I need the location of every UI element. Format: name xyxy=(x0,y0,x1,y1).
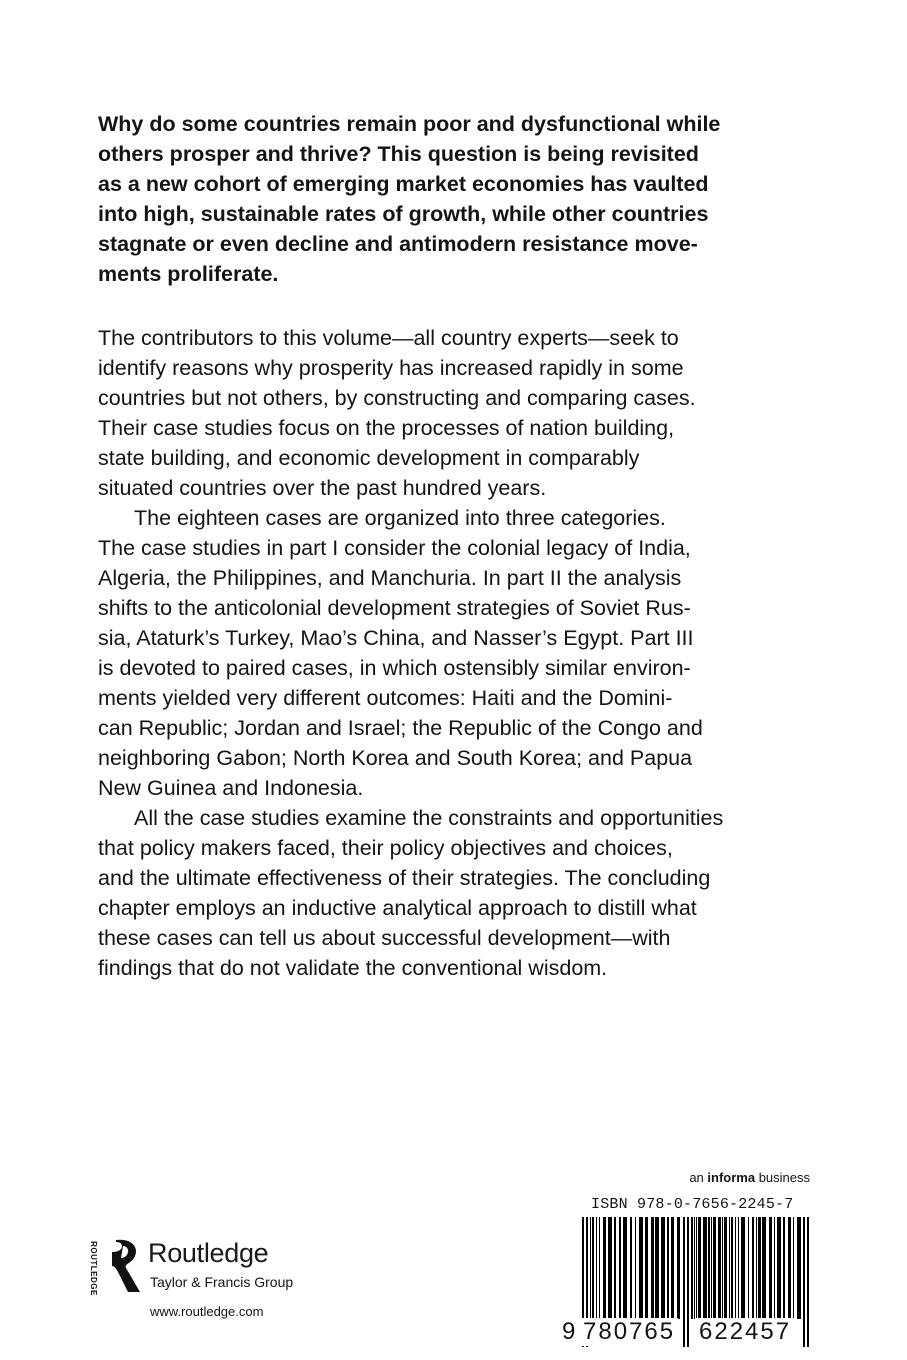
paragraph-line: is devoted to paired cases, in which ostensibly similar environ- xyxy=(98,656,691,680)
paragraph-line: Algeria, the Philippines, and Manchuria. In part II the analysis xyxy=(98,566,682,590)
blurb-line: into high, sustainable rates of growth, while other countries xyxy=(98,202,709,226)
publisher-subtitle: Taylor & Francis Group xyxy=(150,1274,294,1290)
paragraph-line: New Guinea and Indonesia. xyxy=(98,776,364,800)
paragraph-line: countries but not others, by constructing and comparing cases. xyxy=(98,386,696,410)
barcode-digit-first: 9 xyxy=(562,1318,576,1345)
paragraph-line: these cases can tell us about successful development—with xyxy=(98,926,671,950)
paragraph-line: state building, and economic development in comparably xyxy=(98,446,640,470)
paragraph-line: All the case studies examine the constraints and opportunities xyxy=(134,806,724,830)
paragraph-line: Their case studies focus on the processes of nation building, xyxy=(98,416,675,440)
blurb-text xyxy=(98,109,814,289)
paragraph-line: sia, Ataturk’s Turkey, Mao’s China, and Nasser’s Egypt. Part III xyxy=(98,626,694,650)
paragraph-line: identify reasons why prosperity has increased rapidly in some xyxy=(98,356,684,380)
publisher-website: www.routledge.com xyxy=(150,1304,264,1319)
paragraph-2 xyxy=(98,503,814,803)
paragraph-line: chapter employs an inductive analytical approach to distill what xyxy=(98,896,697,920)
routledge-logo-icon xyxy=(110,1238,144,1294)
blurb-line: others prosper and thrive? This question is being revisited xyxy=(98,142,699,166)
paragraph-3 xyxy=(98,803,814,983)
blurb-line: Why do some countries remain poor and dysfunctional while xyxy=(98,112,721,136)
paragraph-line: The eighteen cases are organized into three categories. xyxy=(134,506,666,530)
blurb-line: stagnate or even decline and antimodern resistance move- xyxy=(98,232,698,256)
barcode-digit-group: 622457 xyxy=(696,1318,794,1346)
paragraph-line: shifts to the anticolonial development strategies of Soviet Rus- xyxy=(98,596,691,620)
paragraph-line: findings that do not validate the conventional wisdom. xyxy=(98,956,608,980)
blurb-line: as a new cohort of emerging market economies has vaulted xyxy=(98,172,709,196)
routledge-logo xyxy=(88,1236,316,1300)
publisher-name: Routledge xyxy=(148,1238,269,1268)
informa-suffix: business xyxy=(755,1170,810,1185)
paragraph-line: situated countries over the past hundred years. xyxy=(98,476,547,500)
logo-vertical-label: ROUTLEDGE xyxy=(88,1241,98,1296)
paragraph-line: can Republic; Jordan and Israel; the Republic of the Congo and xyxy=(98,716,703,740)
isbn-text: ISBN 978-0-7656-2245-7 xyxy=(591,1196,794,1213)
informa-brand: informa xyxy=(707,1170,756,1185)
blurb-line: ments proliferate. xyxy=(98,262,279,286)
barcode-digit-group: 780765 xyxy=(580,1318,678,1346)
paragraph-1 xyxy=(98,323,814,503)
paragraph-line: neighboring Gabon; North Korea and South Korea; and Papua xyxy=(98,746,693,770)
paragraph-line: The contributors to this volume—all country experts—seek to xyxy=(98,326,679,350)
barcode-digits xyxy=(562,1318,814,1348)
paragraph-line: ments yielded very different outcomes: Haiti and the Domini- xyxy=(98,686,673,710)
informa-prefix: an xyxy=(689,1170,708,1185)
description-body xyxy=(98,323,814,983)
paragraph-line: The case studies in part I consider the colonial legacy of India, xyxy=(98,536,691,560)
paragraph-line: that policy makers faced, their policy objectives and choices, xyxy=(98,836,673,860)
informa-tagline xyxy=(689,1170,810,1185)
paragraph-line: and the ultimate effectiveness of their strategies. The concluding xyxy=(98,866,711,890)
